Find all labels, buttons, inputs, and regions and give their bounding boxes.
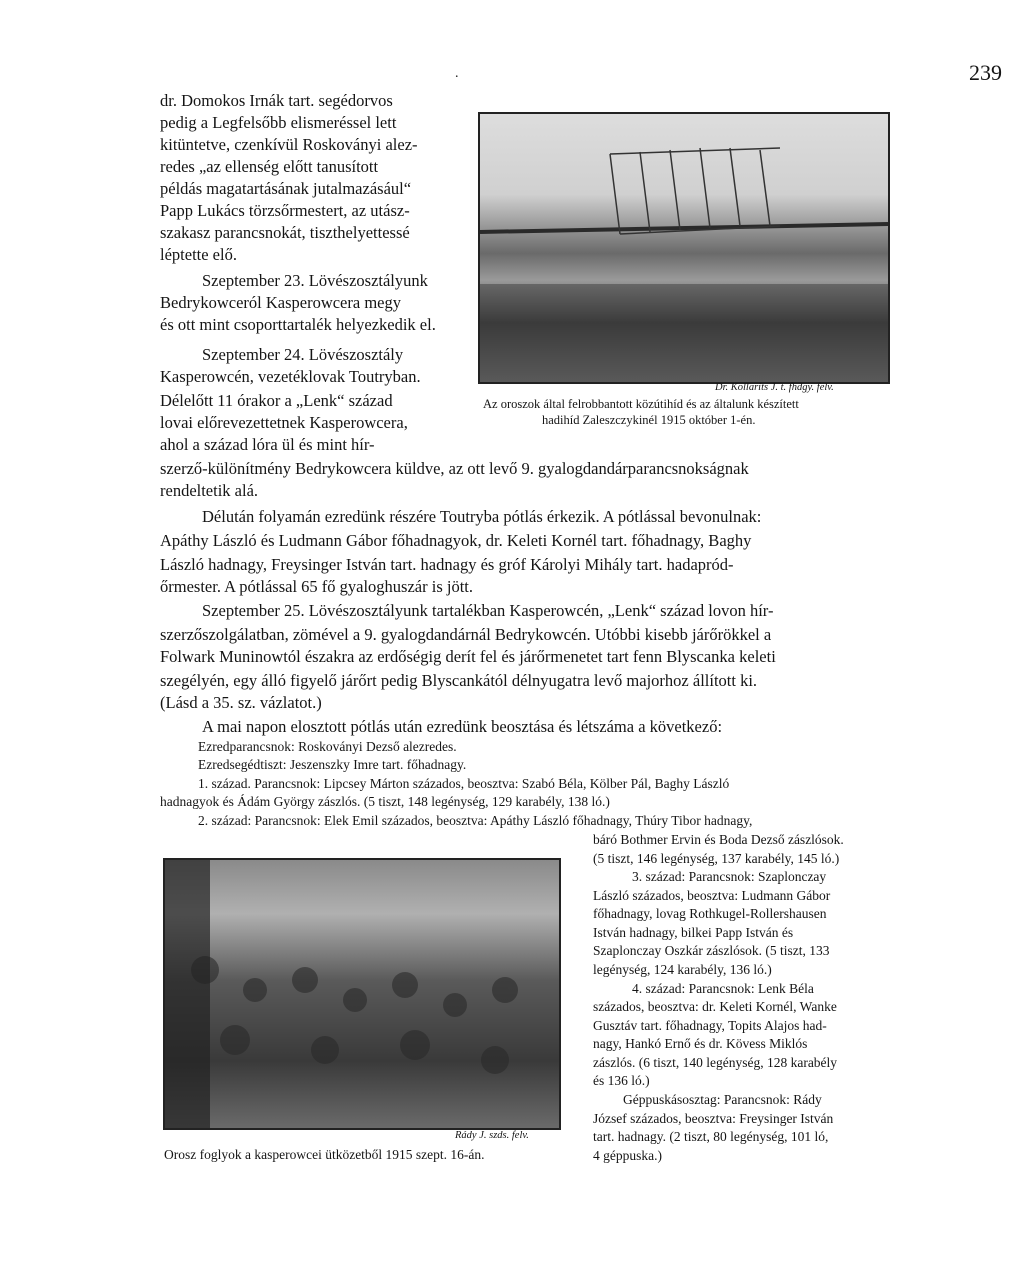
text-line: A mai napon elosztott pótlás után ezredünk beosztása és létszáma a következő: bbox=[202, 717, 723, 736]
text-line: Szeptember 25. Lövészosztályunk tartalékban Kasperowcén, „Lenk“ század lovon hír- bbox=[202, 601, 774, 620]
text-line: Kasperowcén, vezetéklovak Toutryban. bbox=[160, 367, 421, 386]
prisoners-caption: Orosz foglyok a kasperowcei ütközetből 1915 szept. 16-án. bbox=[164, 1147, 485, 1162]
roster-line: főhadnagy, lovag Rothkugel-Rollershausen bbox=[593, 906, 827, 921]
text-line: (Lásd a 35. sz. vázlatot.) bbox=[160, 693, 322, 712]
roster-line: 1. század. Parancsnok: Lipcsey Márton százados, beosztva: Szabó Béla, Kölber Pál, Baghy László bbox=[198, 776, 730, 791]
prisoners-photo-credit: Rády J. szds. felv. bbox=[455, 1130, 529, 1141]
roster-line: Szaplonczay Oszkár zászlósok. (5 tiszt, 133 bbox=[593, 943, 830, 958]
text-line: lovai előrevezettetnek Kasperowcera, bbox=[160, 413, 408, 432]
text-line: szakasz parancsnokát, tiszthelyettessé bbox=[160, 223, 410, 242]
roster-line: (5 tiszt, 146 legénység, 137 karabély, 145 ló.) bbox=[593, 851, 840, 866]
roster-line: 4. század: Parancsnok: Lenk Béla bbox=[632, 981, 814, 996]
roster-line: István hadnagy, bilkei Papp István és bbox=[593, 925, 794, 940]
text-line: léptette elő. bbox=[160, 245, 237, 264]
text-line: szerzőszolgálatban, zömével a 9. gyalogdandárnál Bedrykowcén. Utóbbi kisebb járőrökkel a bbox=[160, 625, 772, 644]
prisoners-illustration bbox=[165, 860, 559, 1128]
text-line: szegélyén, egy álló figyelő járőrt pedig Blyscankától délnyugatra levő majorhoz állított ki. bbox=[160, 671, 758, 690]
text-line: őrmester. A pótlással 65 fő gyaloghuszár is jött. bbox=[160, 577, 474, 596]
bridge-caption-line: hadihíd Zaleszczykinél 1915 október 1-én. bbox=[542, 413, 756, 427]
roster-line: József százados, beosztva: Freysinger István bbox=[593, 1111, 834, 1126]
bridge-caption-line: Az oroszok által felrobbantott közútihíd és az általunk készített bbox=[483, 397, 799, 411]
roster-line: 3. század: Parancsnok: Szaplonczay bbox=[632, 869, 827, 884]
roster-line: nagy, Hankó Ernő és dr. Kövess Miklós bbox=[593, 1036, 808, 1051]
roster-line: László százados, beosztva: Ludmann Gábor bbox=[593, 888, 831, 903]
text-line: Papp Lukács törzsőrmestert, az utász- bbox=[160, 201, 410, 220]
roster-line: báró Bothmer Ervin és Boda Dezső zászlósok. bbox=[593, 832, 844, 847]
text-line: pedig a Legfelsőbb elismeréssel lett bbox=[160, 113, 397, 132]
text-line: László hadnagy, Freysinger István tart. hadnagy és gróf Károlyi Mihály tart. hadapród- bbox=[160, 555, 734, 574]
text-line: Bedrykowceról Kasperowcera megy bbox=[160, 293, 401, 312]
text-line: redes „az ellenség előtt tanusított bbox=[160, 157, 379, 176]
text-line: Folwark Muninowtól északra az erdőségig derít fel és járőrmenetet tart fenn Blyscanka keleti bbox=[160, 647, 776, 666]
roster-line: Ezredparancsnok: Roskoványi Dezső alezredes. bbox=[198, 739, 457, 754]
roster-line: zászlós. (6 tiszt, 140 legénység, 128 karabély bbox=[593, 1055, 838, 1070]
roster-line: legénység, 124 karabély, 136 ló.) bbox=[593, 962, 772, 977]
page-number: 239 bbox=[969, 60, 1002, 85]
roster-line: Géppuskásosztag: Parancsnok: Rády bbox=[623, 1092, 822, 1107]
roster-line: és 136 ló.) bbox=[593, 1073, 650, 1088]
text-line: példás magatartásának jutalmazásául“ bbox=[160, 179, 412, 198]
bridge-illustration bbox=[480, 114, 888, 382]
roster-line: hadnagyok és Ádám György zászlós. (5 tiszt, 148 legénység, 129 karabély, 138 ló.) bbox=[160, 794, 610, 809]
text-line: és ott mint csoporttartalék helyezkedik el. bbox=[160, 315, 436, 334]
text-line: Szeptember 24. Lövészosztály bbox=[202, 345, 404, 364]
text-line: ahol a század lóra ül és mint hír- bbox=[160, 435, 375, 454]
roster-line: tart. hadnagy. (2 tiszt, 80 legénység, 101 ló, bbox=[593, 1129, 829, 1144]
text-line: Délután folyamán ezredünk részére Toutryba pótlás érkezik. A pótlással bevonulnak: bbox=[202, 507, 762, 526]
roster-line: 4 géppuska.) bbox=[593, 1148, 662, 1163]
bridge-photo bbox=[478, 112, 890, 384]
text-line: Szeptember 23. Lövészosztályunk bbox=[202, 271, 428, 290]
prisoners-photo bbox=[163, 858, 561, 1130]
bridge-photo-credit: Dr. Kollarits J. t. fhdgy. felv. bbox=[715, 382, 834, 393]
text-line: Apáthy László és Ludmann Gábor főhadnagyok, dr. Keleti Kornél tart. főhadnagy, Baghy bbox=[160, 531, 752, 550]
roster-line: 2. század: Parancsnok: Elek Emil százados, beosztva: Apáthy László főhadnagy, Thúry Tibor hadnagy, bbox=[198, 813, 753, 828]
stray-dot: . bbox=[455, 66, 459, 81]
text-line: kitüntetve, czenkívül Roskoványi alez- bbox=[160, 135, 418, 154]
roster-line: Ezredsegédtiszt: Jeszenszky Imre tart. főhadnagy. bbox=[198, 757, 467, 772]
text-line: dr. Domokos Irnák tart. segédorvos bbox=[160, 91, 393, 110]
roster-line: Gusztáv tart. főhadnagy, Topits Alajos had- bbox=[593, 1018, 827, 1033]
text-line: Délelőtt 11 órakor a „Lenk“ század bbox=[160, 391, 393, 410]
text-line: szerző-különítmény Bedrykowcera küldve, az ott levő 9. gyalogdandárparancsnokságnak bbox=[160, 459, 749, 478]
text-line: rendeltetik alá. bbox=[160, 481, 259, 500]
roster-line: százados, beosztva: dr. Keleti Kornél, Wanke bbox=[593, 999, 837, 1014]
